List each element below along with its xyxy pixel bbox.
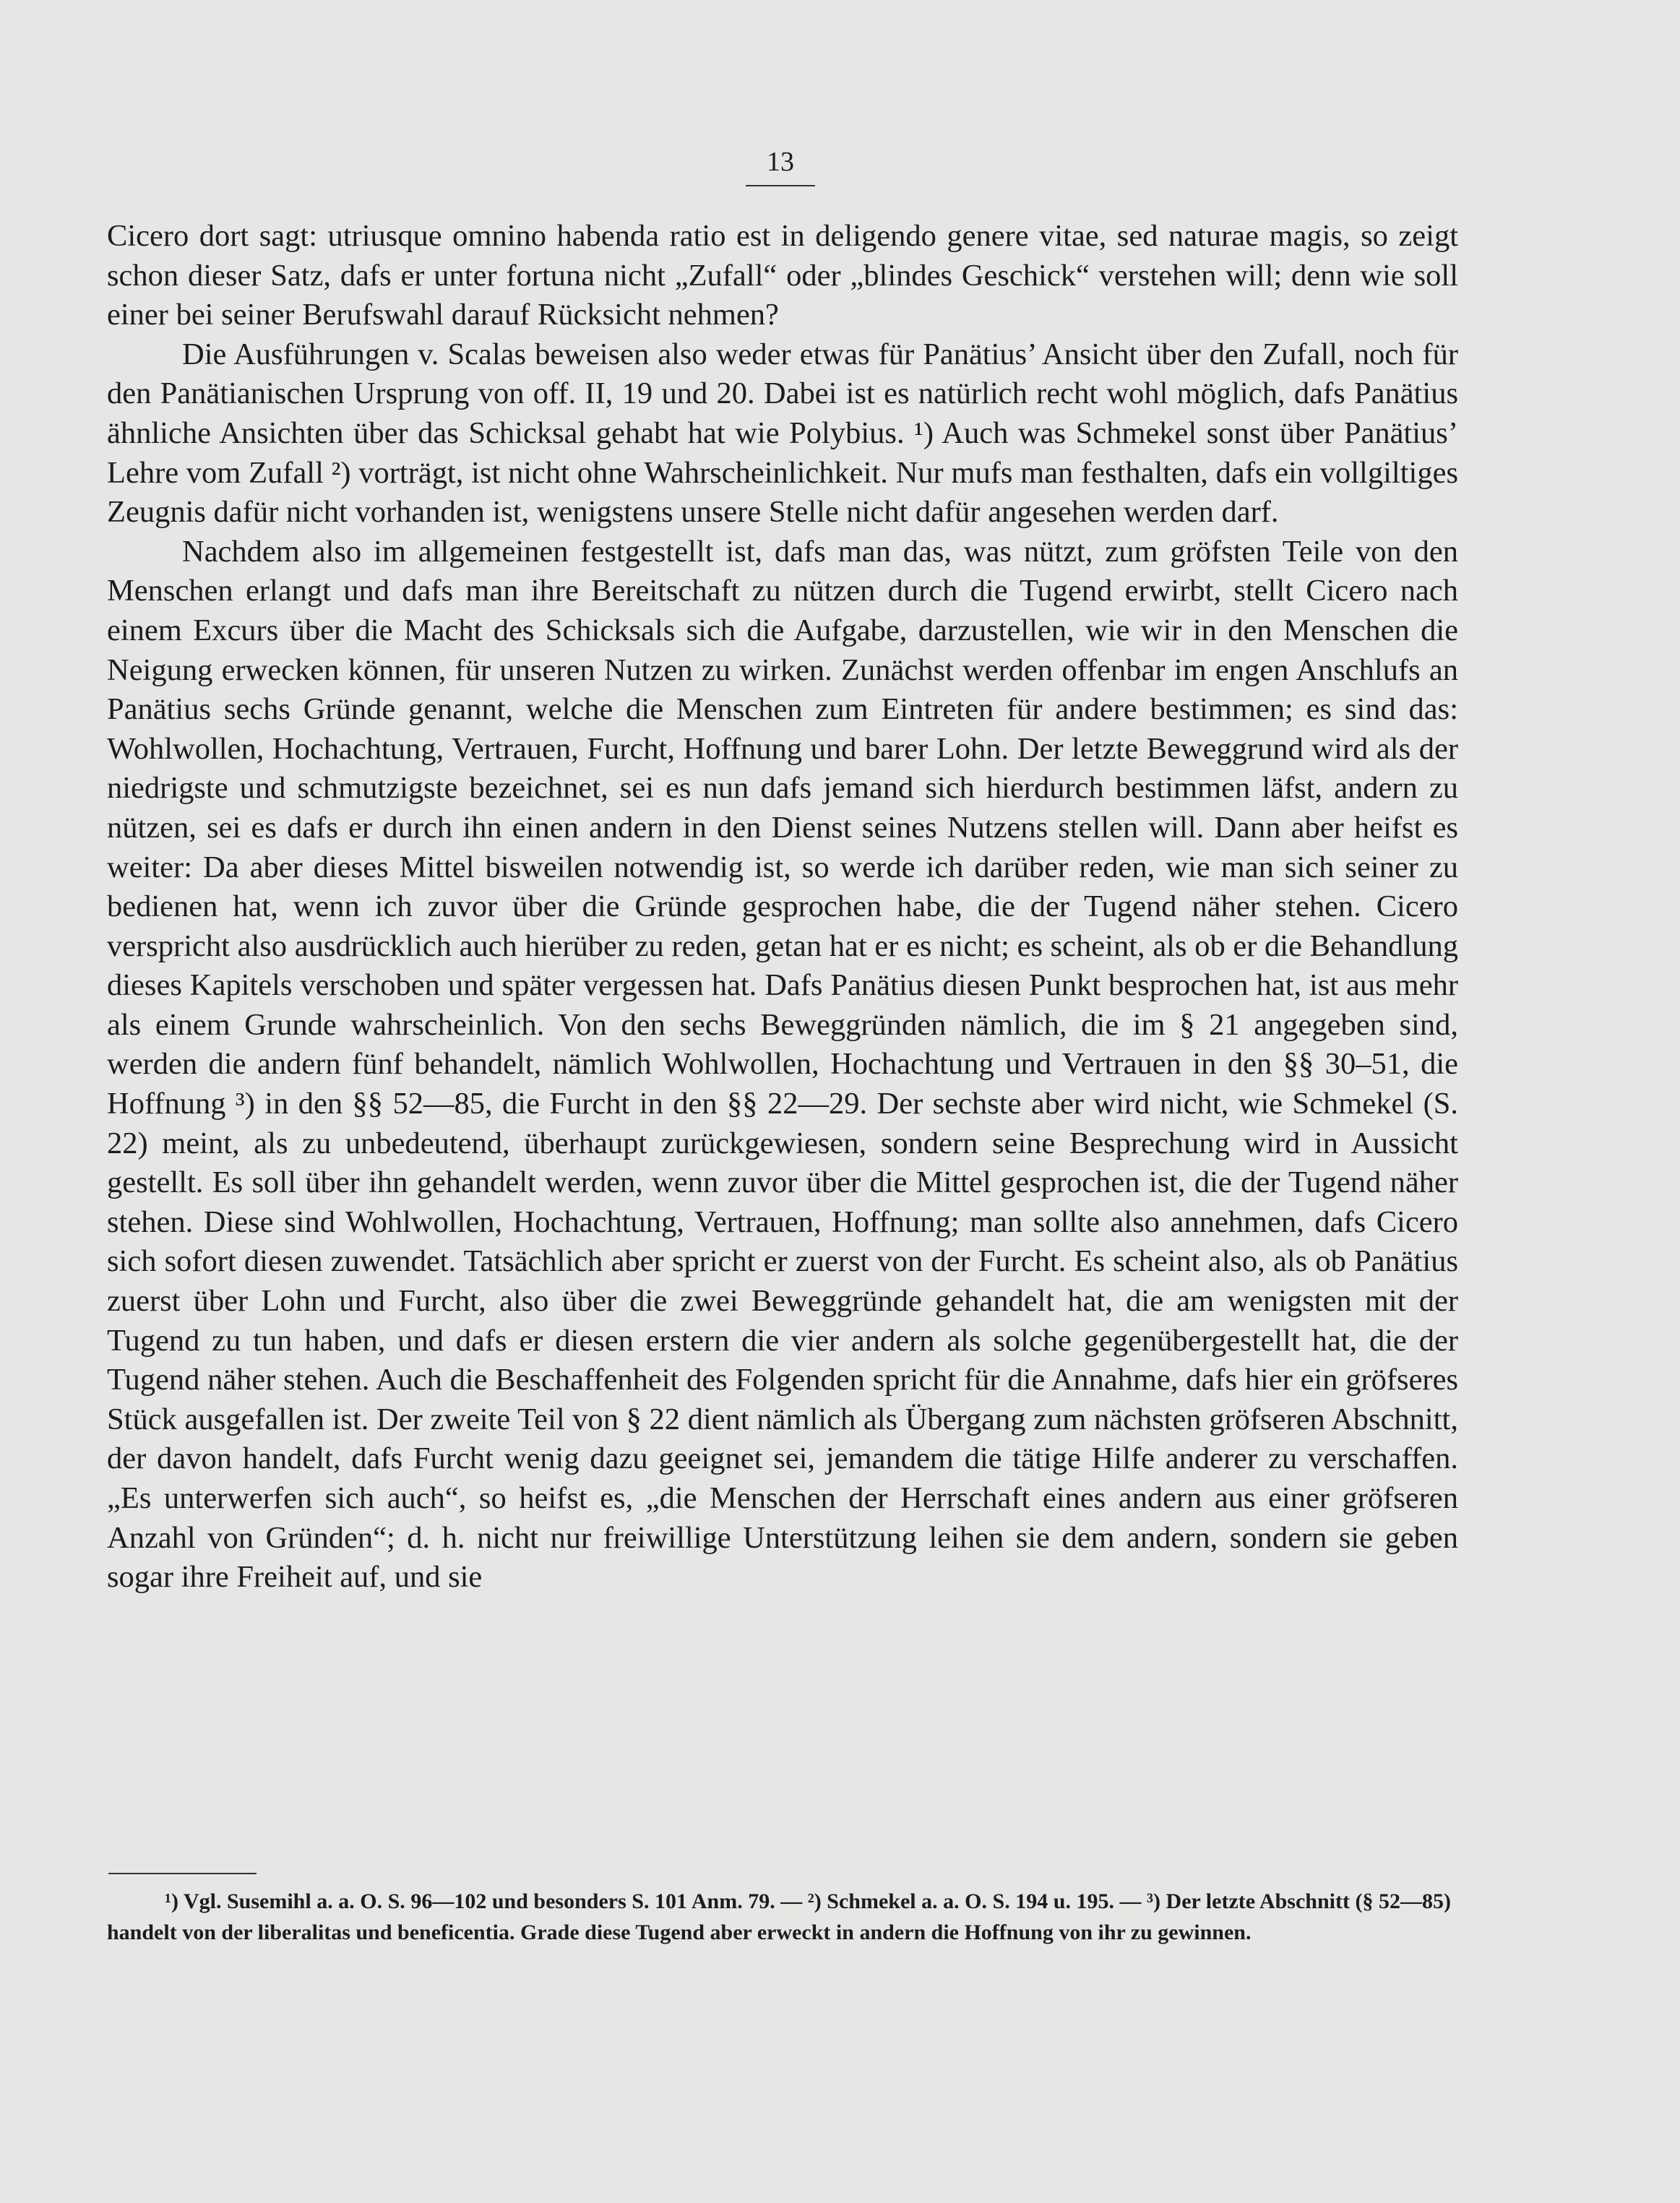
paragraph-scala: Die Ausführungen v. Scalas beweisen also weder etwas für Panätius’ Ansicht über den Zufall, noch für den Panätianischen Ursprung von off. II, 19 und 20. Dabei ist es natürlich recht wohl möglich, dafs Panätius ähnliche Ansichten über das Schicksal gehabt hat wie Polybius. ¹) Auch was Schmekel sonst über Panätius’ Lehre vom Zufall ²) vorträgt, ist nicht ohne Wahrscheinlichkeit. Nur mufs man festhalten, dafs ein vollgiltiges Zeugnis dafür nicht vorhanden ist, wenigstens unsere Stelle nicht dafür angesehen werden darf. — [107, 337, 1458, 530]
footnotes — [107, 1886, 1451, 1948]
page-number: 13 — [767, 147, 794, 177]
page-number-rule — [746, 185, 815, 186]
body-text — [107, 217, 1458, 1598]
footnote-text: ¹) Vgl. Susemihl a. a. O. S. 96—102 und besonders S. 101 Anm. 79. — ²) Schmekel a. a. O. S. 194 u. 195. — ³) Der letzte Abschnitt (§ 52—85) handelt von der liberalitas und beneficentia. Grade diese Tugend aber erweckt in andern die Hoffnung von ihr zu gewinnen. — [107, 1889, 1451, 1944]
paragraph-continuation: Cicero dort sagt: utriusque omnino habenda ratio est in deligendo genere vitae, sed naturae magis, so zeigt schon dieser Satz, dafs er unter fortuna nicht „Zufall“ oder „blindes Geschick“ verstehen will; denn wie soll einer bei seiner Berufswahl darauf Rücksicht nehmen? — [107, 219, 1458, 332]
paragraph-motives: Nachdem also im allgemeinen festgestellt ist, dafs man das, was nützt, zum gröfsten Teile von den Menschen erlangt und dafs man ihre Bereitschaft zu nützen durch die Tugend erwirbt, stellt Cicero nach einem Excurs über die Macht des Schicksals sich die Aufgabe, darzustellen, wie wir in den Menschen die Neigung erwecken können, für unseren Nutzen zu wirken. Zunächst werden offenbar im engen Anschlufs an Panätius sechs Gründe genannt, welche die Menschen zum Eintreten für andere bestimmen; es sind das: Wohlwollen, Hochachtung, Vertrauen, Furcht, Hoffnung und barer Lohn. Der letzte Beweggrund wird als der niedrigste und schmutzigste bezeichnet, sei es nun dafs jemand sich hierdurch bestimmen läfst, andern zu nützen, sei es dafs er durch ihn einen andern in den Dienst seines Nutzens stellen will. Dann aber heifst es weiter: Da aber dieses Mittel bisweilen notwendig ist, so werde ich darüber reden, wie man sich seiner zu bedienen hat, wenn ich zuvor über die Gründe gesprochen habe, die der Tugend näher stehen. Cicero verspricht also ausdrücklich auch hierüber zu reden, getan hat er es nicht; es scheint, als ob er die Behandlung dieses Kapitels verschoben und später vergessen hat. Dafs Panätius diesen Punkt besprochen hat, ist aus mehr als einem Grunde wahrscheinlich. Von den sechs Beweggründen nämlich, die im § 21 angegeben sind, werden die andern fünf behandelt, nämlich Wohlwollen, Hochachtung und Vertrauen in den §§ 30–51, die Hoffnung ³) in den §§ 52—85, die Furcht in den §§ 22—29. Der sechste aber wird nicht, wie Schmekel (S. 22) meint, als zu unbedeutend, überhaupt zurückgewiesen, sondern seine Besprechung wird in Aussicht gestellt. Es soll über ihn gehandelt werden, wenn zuvor über die Mittel gesprochen ist, die der Tugend näher stehen. Diese sind Wohlwollen, Hochachtung, Vertrauen, Hoffnung; man sollte also annehmen, dafs Cicero sich sofort diesen zuwendet. Tatsächlich aber spricht er zuerst von der Furcht. Es scheint also, als ob Panätius zuerst über Lohn und Furcht, also über die zwei Beweggründe gehandelt hat, die am wenigsten mit der Tugend zu tun haben, und dafs er diesen erstern die vier andern als solche gegenübergestellt hat, die der Tugend näher stehen. Auch die Beschaffenheit des Folgenden spricht für die Annahme, dafs hier ein gröfseres Stück ausgefallen ist. Der zweite Teil von § 22 dient nämlich als Übergang zum nächsten gröfseren Abschnitt, der davon handelt, dafs Furcht wenig dazu geeignet sei, jemandem die tätige Hilfe anderer zu verschaffen. „Es unterwerfen sich auch“, so heifst es, „die Menschen der Herrschaft eines andern aus einer gröfseren Anzahl von Gründen“; d. h. nicht nur freiwillige Unterstützung leihen sie dem andern, sondern sie geben sogar ihre Freiheit auf, und sie — [107, 534, 1458, 1595]
footnote-rule — [108, 1873, 257, 1874]
